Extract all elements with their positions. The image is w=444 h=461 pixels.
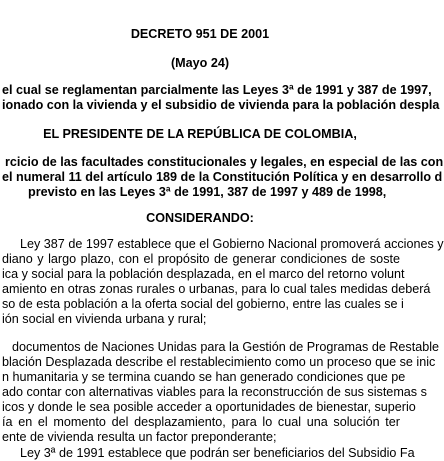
paragraph-1-line: so de esta población a la oferta social del gobierno, entre las cuales se i <box>2 297 404 311</box>
paragraph-3-line: Ley 3ª de 1991 establece que podrán ser beneficiarios del Subsidio Fa <box>20 446 415 460</box>
decree-subtitle-line-1: el cual se reglamentan parcialmente las Leyes 3ª de 1991 y 387 de 1997, <box>2 83 432 97</box>
authority-heading: EL PRESIDENTE DE LA REPÚBLICA DE COLOMBIA, <box>43 127 357 141</box>
decree-date: (Mayo 24) <box>170 56 230 70</box>
decree-subtitle-line-2: ionado con la vivienda y el subsidio de vivienda para la población despla <box>2 98 440 112</box>
paragraph-2-line: n humanitaria y se termina cuando se han generado condiciones que pe <box>2 370 406 384</box>
paragraph-1-line: ica y social para la población desplazada, en el marco del retorno volunt <box>2 267 405 281</box>
considerando-heading: CONSIDERANDO: <box>146 211 254 225</box>
paragraph-1-line: ión social en vivienda urbana y rural; <box>2 312 207 326</box>
paragraph-2-line: documentos de Naciones Unidas para la Gestión de Programas de Restable <box>12 340 440 354</box>
paragraph-2-line: blación Desplazada describe el restablecimiento como un proceso que se inic <box>2 355 436 369</box>
paragraph-1-line: Ley 387 de 1997 establece que el Gobierno Nacional promoverá acciones y <box>20 237 444 251</box>
paragraph-2-line: icos y donde le sea posible acceder a oportunidades de bienestar, superio <box>2 400 416 414</box>
powers-line-1: rcicio de las facultades constitucionales y legales, en especial de las con <box>5 155 444 169</box>
paragraph-2-line: ado contar con alternativas viables para la reconstrucción de sus sistemas s <box>2 385 427 399</box>
paragraph-1-line: amiento en otras zonas rurales o urbanas, para lo cual tales medidas deberá <box>2 282 431 296</box>
powers-line-2: el numeral 11 del artículo 189 de la Constitución Política y en desarrollo d <box>2 170 443 184</box>
paragraph-2-line: ente de vivienda resulta un factor preponderante; <box>2 430 277 444</box>
paragraph-2-line: ía en el momento del desplazamiento, para lo cual una solución ter <box>2 415 400 429</box>
powers-line-3: previsto en las Leyes 3ª de 1991, 387 de 1997 y 489 de 1998, <box>28 185 387 199</box>
paragraph-1-line: diano y largo plazo, con el propósito de generar condiciones de soste <box>2 252 400 266</box>
decree-title: DECRETO 951 DE 2001 <box>130 27 270 41</box>
